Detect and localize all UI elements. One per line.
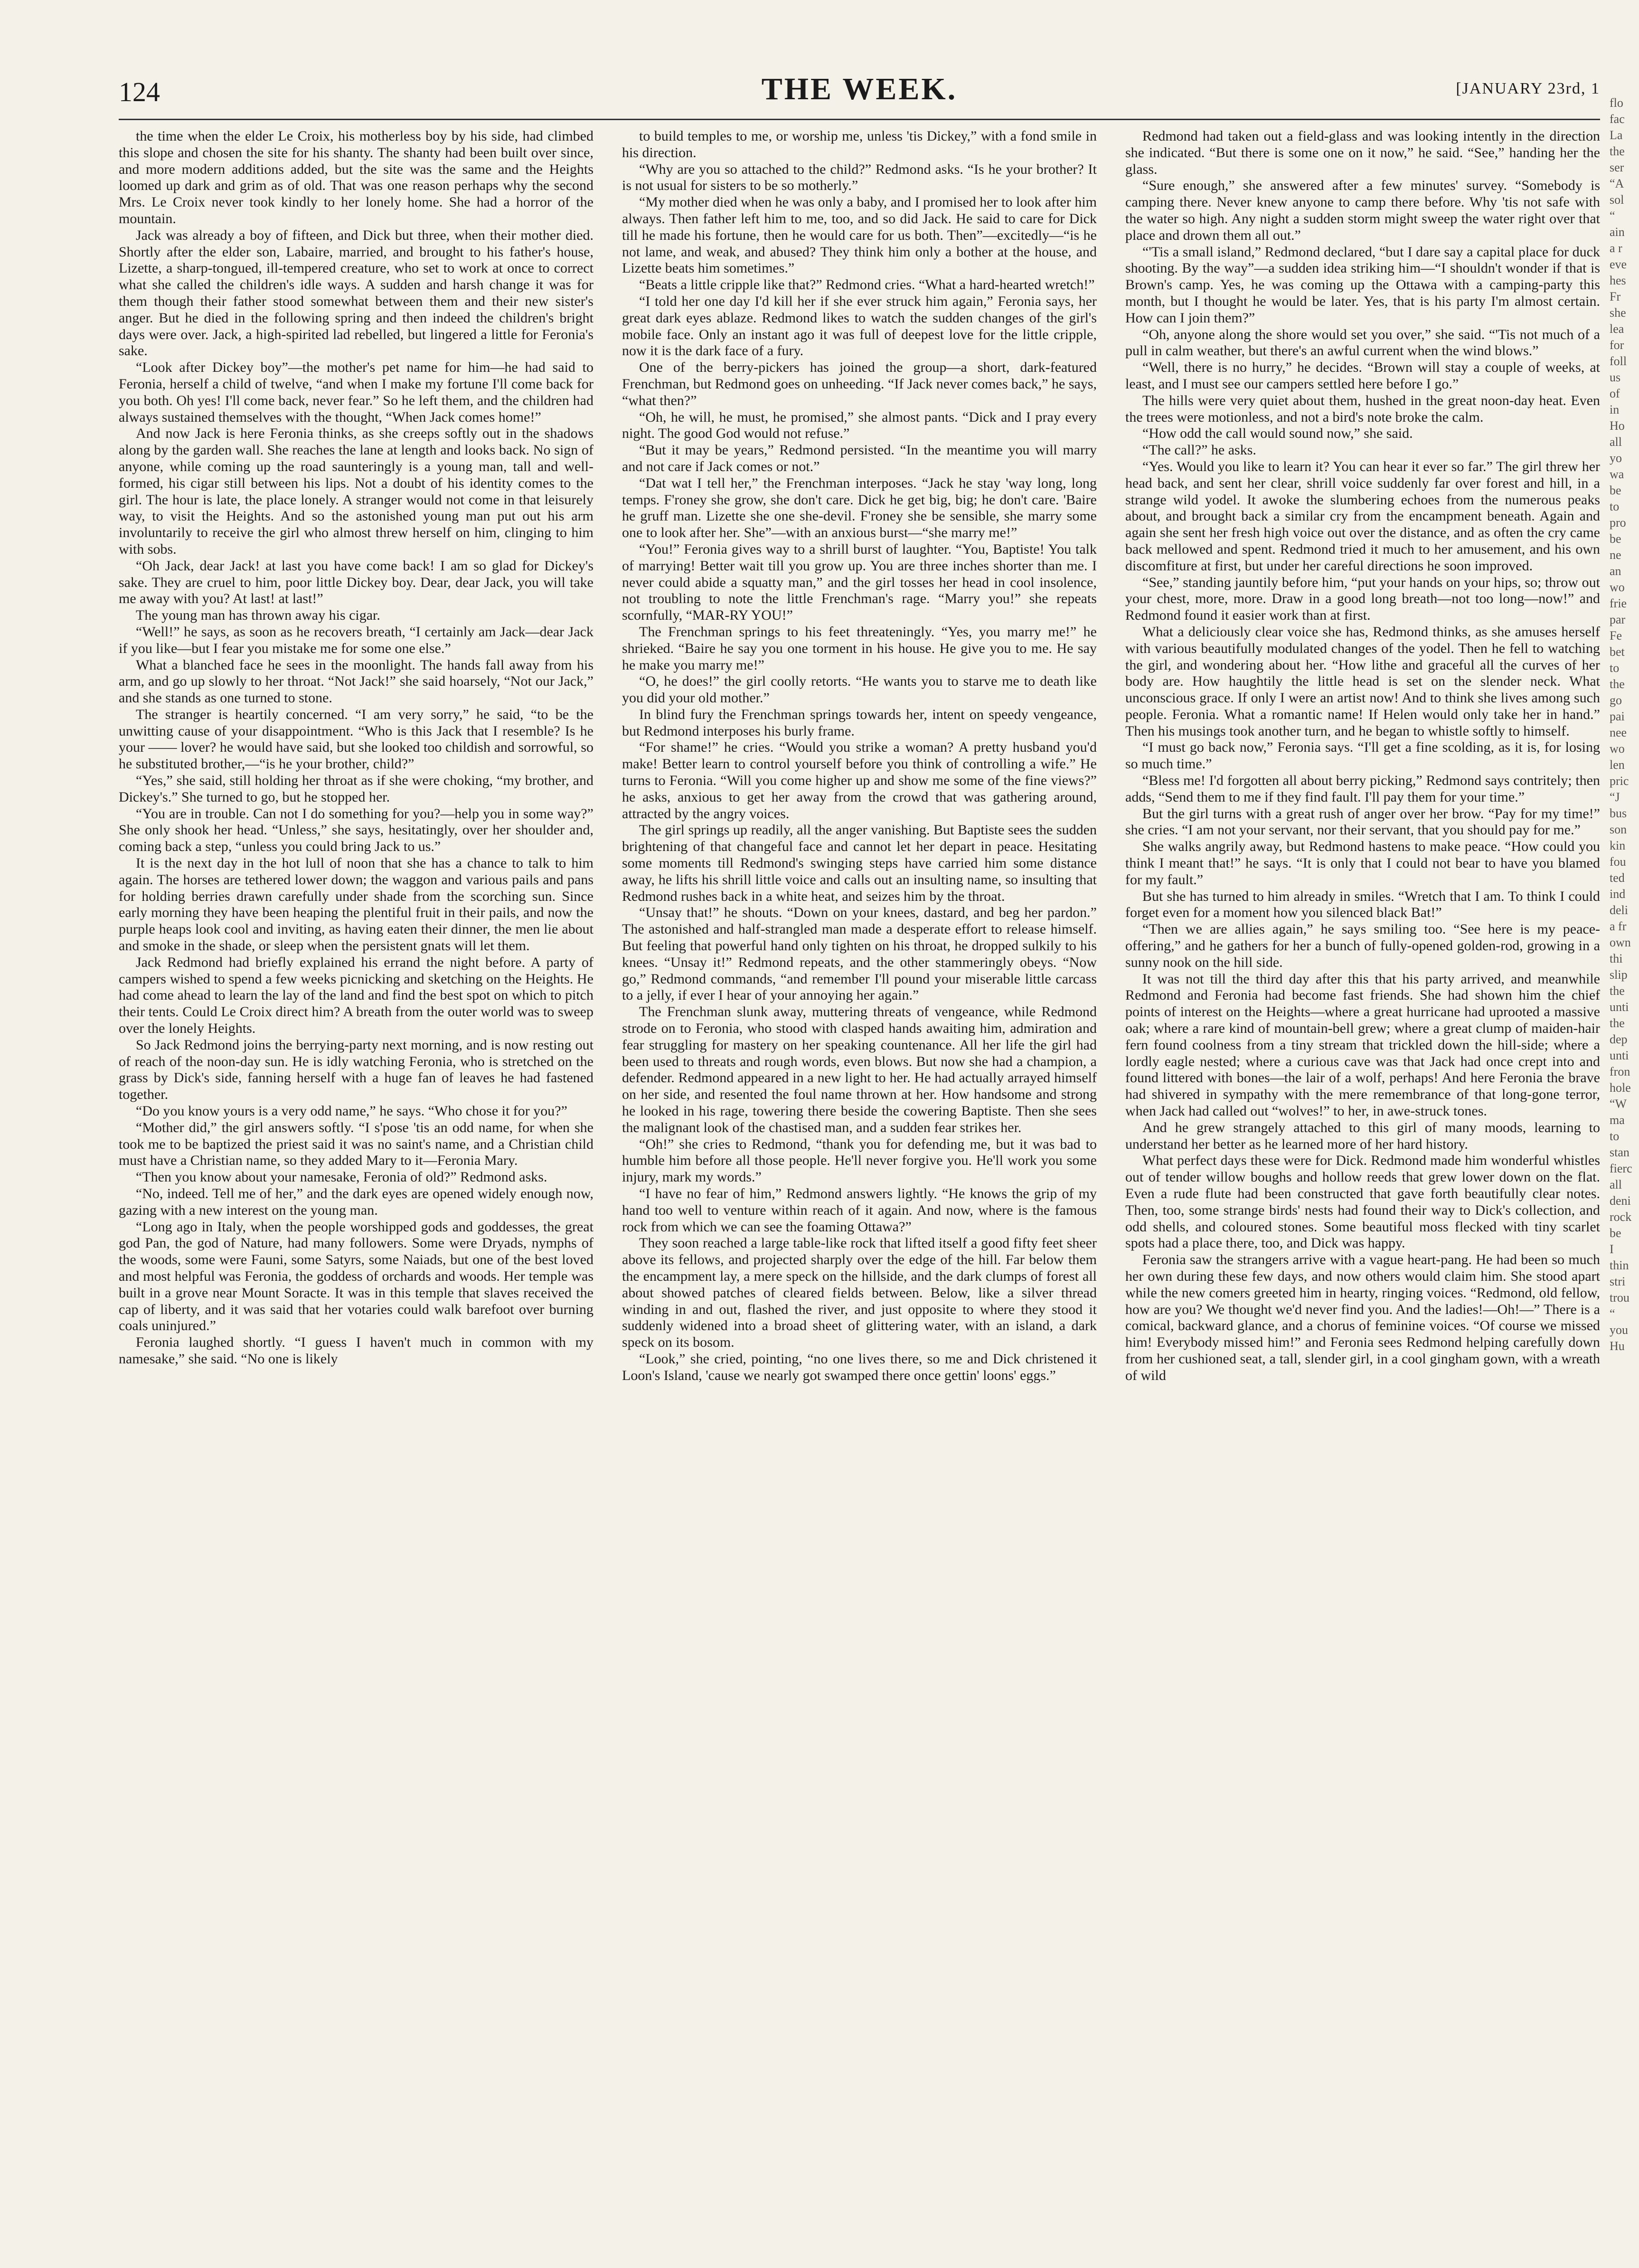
paragraph: The girl springs up readily, all the anger vanishing. But Baptiste sees the sudden brightening of that changeful face and cannot let her depart in peace. Hesitating some moments till Redmond's swinging steps have carried him some distance away, he lifts his shrill little voice and calls out an insulting name, so insulting that Redmond rushes back in a white heat, and seizes him by the throat. (622, 822, 1097, 904)
paragraph: It was not till the third day after this that his party arrived, and meanwhile Redmond and Feronia had become fast friends. She had shown him the chief points of interest on the Heights—where a great hurricane had uprooted a massive oak; where a rare kind of mountain-bell grew; where a great clump of maiden-hair fern found coolness from a tiny stream that trickled down the hill-side; where a lordly eagle nested; where a curious cave was that Jack had once crept into and found littered with bones—the lair of a wolf, perhaps! And here Feronia the brave had shivered in sympathy with the mere remembrance of that long-gone terror, when Jack had called out “wolves!” to her, in awe-struck tones. (1125, 971, 1600, 1119)
edge-fragment: for (1610, 338, 1624, 352)
edge-fragment: sol (1610, 193, 1624, 207)
edge-fragment: ser (1610, 161, 1624, 174)
paragraph: The stranger is heartily concerned. “I am very sorry,” he said, “to be the unwitting cause of your disappointment. “Who is this Jack that I resemble? Is he your —— lover? he would have said, but she looked too childish and sorrowful, so he substituted brother,—“is he your brother, child?” (119, 706, 593, 772)
paragraph: What perfect days these were for Dick. Redmond made him wonderful whistles out of tender willow boughs and hollow reeds that grew lower down on the flat. Even a rude flute had been constructed that gave forth beautifully clear notes. Then, too, some strange birds' nests had found their way to Dick's collection, and odd shells, and coloured stones. Some beautiful moss flecked with tiny scarlet spots had a place there, too, and Dick was happy. (1125, 1153, 1600, 1251)
edge-fragment: ne (1610, 548, 1621, 562)
paragraph: “No, indeed. Tell me of her,” and the dark eyes are opened widely enough now, gazing with a new interest on the young man. (119, 1186, 593, 1218)
edge-fragment: ind (1610, 887, 1626, 901)
edge-fragment: wo (1610, 742, 1625, 756)
paragraph: So Jack Redmond joins the berrying-party next morning, and is now resting out of reach of the noon-day sun. He is idly watching Feronia, who is stretched on the grass by Dick's side, fanning herself with a huge fan of leaves he had fastened together. (119, 1037, 593, 1103)
edge-fragment: “ (1610, 1307, 1615, 1321)
edge-fragment: all (1610, 1178, 1622, 1191)
paragraph: One of the berry-pickers has joined the group—a short, dark-featured Frenchman, but Redmond goes on unheeding. “If Jack never comes back,” he says, “what then?” (622, 359, 1097, 408)
edge-fragment: kin (1610, 839, 1626, 852)
paragraph: They soon reached a large table-like rock that lifted itself a good fifty feet sheer above its fellows, and projected sharply over the edge of the hill. Far below them the encampment lay, a mere speck on the hillside, and the dark clumps of forest all about showed patches of cleared fields between. Below, like a silver thread winding in and out, flashed the river, and just opposite to where they stood it suddenly widened into a broad sheet of glittering water, with an island, a dark speck on its bosom. (622, 1235, 1097, 1351)
paragraph: “'Tis a small island,” Redmond declared, “but I dare say a capital place for duck shooting. By the way”—a sudden idea striking him—“I shouldn't wonder if that is Brown's camp. Yes, he was coming up the Ottawa with a camping-party this month, but I thought he would be later. Yes, that is his party I'm almost certain. How can I join them?” (1125, 244, 1600, 326)
paragraph: “But it may be years,” Redmond persisted. “In the meantime you will marry and not care if Jack comes or not.” (622, 442, 1097, 474)
edge-fragment: go (1610, 693, 1622, 707)
page-number: 124 (119, 76, 160, 107)
paragraph: “How odd the call would sound now,” she said. (1142, 425, 1413, 442)
edge-fragment: fou (1610, 855, 1626, 869)
paragraph: It is the next day in the hot lull of noon that she has a chance to talk to him again. The horses are tethered lower down; the waggon and various pails and pans for holding berries drawn carefully under shade from the scorching sun. Since early morning they have been heaping the plentiful fruit in their pails, and now the purple heaps look cool and inviting, as having eaten their dinner, the men lie about and smoke in the shade, or sleep when the persistent gnats will let them. (119, 855, 593, 954)
edge-fragment: Hu (1610, 1339, 1625, 1353)
paragraph: “Oh, he will, he must, he promised,” she almost pants. “Dick and I pray every night. The good God would not refuse.” (622, 409, 1097, 442)
paragraph: “Then we are allies again,” he says smiling too. “See here is my peace-offering,” and he gathers for her a bunch of fully-opened golden-rod, growing in a sunny nook on the hill side. (1125, 921, 1600, 970)
page-header (119, 62, 1600, 120)
paragraph: “Sure enough,” she answered after a few minutes' survey. “Somebody is camping there. Never knew anyone to camp there before. Why 'tis not safe with the water so high. Any night a sudden storm might sweep the water right over that place and drown them all out.” (1125, 178, 1600, 243)
edge-fragment: an (1610, 564, 1621, 578)
paragraph: “You are in trouble. Can not I do something for you?—help you in some way?” She only shook her head. “Unless,” she says, hesitatingly, over her shoulder and, coming back a step, “unless you could bring Jack to us.” (119, 805, 593, 855)
issue-date: [JANUARY 23rd, 1 (1456, 80, 1600, 97)
journal-title: THE WEEK. (761, 72, 958, 106)
edge-fragment: to (1610, 661, 1620, 675)
edge-fragment: be (1610, 1226, 1621, 1240)
edge-fragment: yo (1610, 451, 1622, 465)
edge-fragment: fron (1610, 1065, 1630, 1078)
edge-fragment: stan (1610, 1145, 1630, 1159)
column-1 (119, 128, 593, 2218)
column-3 (1125, 128, 1600, 2218)
paragraph: “For shame!” he cries. “Would you strike a woman? A pretty husband you'd make! Better learn to control yourself before you think of controlling a wife.” He turns to Feronia. “Will you come higher up and show me some of the fine views?” he asks, anxious to get her away from the crowd that was gathering around, attracted by the angry voices. (622, 739, 1097, 822)
edge-fragment: “W (1610, 1097, 1627, 1111)
paragraph: And he grew strangely attached to this girl of many moods, learning to understand her better as he learned more of her hard history. (1125, 1119, 1600, 1152)
paragraph: Feronia laughed shortly. “I guess I haven't much in common with my namesake,” she said. “No one is likely (119, 1334, 593, 1367)
edge-fragment: ain (1610, 225, 1625, 239)
paragraph: “See,” standing jauntily before him, “put your hands on your hips, so; throw out your chest, more, more. Draw in a good long breath—not too long—now!” and Redmond found it easier work than at first. (1125, 574, 1600, 624)
paragraph: “I have no fear of him,” Redmond answers lightly. “He knows the grip of my hand too well to venture within reach of it again. And now, where is the famous rock from which we can see the foaming Ottawa?” (622, 1186, 1097, 1235)
paragraph: “O, he does!” the girl coolly retorts. “He wants you to starve me to death like you did your old mother.” (622, 673, 1097, 706)
paragraph: “Why are you so attached to the child?” Redmond asks. “Is he your brother? It is not usual for sisters to be so motherly.” (622, 161, 1097, 194)
paragraph: “My mother died when he was only a baby, and I promised her to look after him always. Then father left him to me, too, and so did Jack. He said to care for Dick till he made his fortune, then he would care for us both. Then”—excitedly—“is he not lame, and weak, and abused? They think him only a bother at the house, and Lizette beats him sometimes.” (622, 194, 1097, 276)
edge-fragment: wa (1610, 467, 1624, 481)
paragraph: “Well, there is no hurry,” he decides. “Brown will stay a couple of weeks, at least, and I must see our campers settled here before I go.” (1125, 359, 1600, 392)
edge-fragment: pai (1610, 709, 1625, 723)
edge-fragment: own (1610, 936, 1631, 949)
edge-fragment: the (1610, 144, 1625, 158)
edge-fragment: unti (1610, 1000, 1629, 1014)
edge-fragment: bus (1610, 806, 1627, 820)
paragraph: She walks angrily away, but Redmond hastens to make peace. “How could you think I meant that!” he says. “It is only that I could not bear to have you blamed for my fault.” (1125, 839, 1600, 888)
column-2 (622, 128, 1097, 2218)
edge-fragment: all (1610, 435, 1622, 449)
paragraph: “Oh!” she cries to Redmond, “thank you for defending me, but it was bad to humble him before all those people. He'll never forgive you. He'll work you some injury, mark my words.” (622, 1136, 1097, 1185)
paragraph: The Frenchman springs to his feet threateningly. “Yes, you marry me!” he shrieked. “Baire he say you one torment in his house. He give you to me. He say he make you marry me!” (622, 624, 1097, 673)
paragraph: “Well!” he says, as soon as he recovers breath, “I certainly am Jack—dear Jack if you like—but I fear you mistake me for some one else.” (119, 624, 593, 656)
edge-fragment: lea (1610, 322, 1624, 336)
paragraph: “Bless me! I'd forgotten all about berry picking,” Redmond says contritely; then adds, “Send them to me if they find fault. I'll pay them for your time.” (1125, 773, 1600, 805)
paragraph: “Yes. Would you like to learn it? You can hear it ever so far.” The girl threw her head back, and sent her clear, shrill voice suddenly far over forest and hill, in a strange wild yodel. It awoke the slumbering echoes from the numerous peaks about, and brought back a similar cry from the encampment beneath. Again and again she sent her fresh high voice out over the distance, and as often the cry came back mellowed and spent. Redmond tried it much to her amusement, and his own discomfiture at first, but under her careful directions he soon improved. (1125, 458, 1600, 574)
paragraph: What a deliciously clear voice she has, Redmond thinks, as she amuses herself with various beautifully modulated changes of the yodel. Then he fell to watching the girl, and wondering about her. “How lithe and graceful all the curves of her body are. How haughtily the little head is set on the slender neck. What unconscious grace. If only I were an artist now! And to think she lives among such people. Feronia. What a romantic name! If Helen would only take her in hand.” Then his musings took another turn, and he began to whistle softly to himself. (1125, 624, 1600, 739)
edge-fragment: wo (1610, 580, 1625, 594)
edge-fragment: “ (1610, 209, 1615, 223)
paragraph: In blind fury the Frenchman springs towards her, intent on speedy vengeance, but Redmond interposes his burly frame. (622, 706, 1097, 739)
paragraph: “I told her one day I'd kill her if she ever struck him again,” Feronia says, her great dark eyes ablaze. Redmond likes to watch the sudden changes of the girl's mobile face. Only an instant ago it was full of deepest love for the little cripple, now it is the dark face of a fury. (622, 293, 1097, 359)
paragraph: “I must go back now,” Feronia says. “I'll get a fine scolding, as it is, for losing so much time.” (1125, 739, 1600, 772)
edge-fragment: len (1610, 758, 1625, 772)
paragraph: “Mother did,” the girl answers softly. “I s'pose 'tis an odd name, for when she took me to be baptized the priest said it was no saint's name, and a Christian child must have a Christian name, so they added Mary to it—Feronia Mary. (119, 1119, 593, 1169)
paragraph: Feronia saw the strangers arrive with a vague heart-pang. He had been so much her own during these few days, and now others would claim him. She stood apart while the new comers greeted him in hearty, ringing voices. “Redmond, old fellow, how are you? We thought we'd never find you. And the ladies!—Oh!—” There is a comical, backward glance, and a chorus of feminine voices. “Of course we missed him! Everybody missed him!” and Feronia sees Redmond helping carefully down from her cushioned seat, a tall, slender girl, in a cool gingham gown, with a wreath of wild (1125, 1252, 1600, 1383)
edge-fragment: rock (1610, 1210, 1632, 1224)
edge-fragment: in (1610, 403, 1620, 416)
edge-fragment: be (1610, 483, 1621, 497)
edge-fragment: trou (1610, 1291, 1630, 1304)
paragraph: Jack was already a boy of fifteen, and Dick but three, when their mother died. Shortly after the elder son, Labaire, married, and brought to his father's house, Lizette, a sharp-tongued, ill-tempered creature, who set to work at once to correct what she called the children's idle ways. A sudden and harsh change it was for them though their father stood somewhat between them and their new sister's anger. But he died in the following spring and then indeed the children's bright days were over. Jack, a high-spirited lad rebelled, but lingered a little for Feronia's sake. (119, 227, 593, 359)
edge-fragment: unti (1610, 1049, 1629, 1062)
text-columns (119, 128, 1600, 2218)
paragraph: Redmond had taken out a field-glass and was looking intently in the direction she indicated. “But there is some one on it now,” he said. “See,” handing her the glass. (1125, 128, 1600, 177)
paragraph: And now Jack is here Feronia thinks, as she creeps softly out in the shadows along by the garden wall. She reaches the lane at length and looks back. No sign of anyone, while coming up the road saunteringly is a young man, tall and well-formed, his cigar still between his lips. Not a doubt of his identity comes to the girl. The hour is late, the place lonely. A stranger would not come in that leisurely way, to visit the Heights. And so the astonished young man put out his arm involuntarily to receive the girl who almost threw herself on him, clinging to him with sobs. (119, 425, 593, 557)
edge-fragment: Ho (1610, 419, 1625, 433)
edge-fragment: stri (1610, 1275, 1626, 1288)
paragraph: The young man has thrown away his cigar. (136, 607, 380, 624)
edge-fragment: of (1610, 387, 1620, 400)
edge-fragment: Fr (1610, 290, 1621, 303)
paragraph: What a blanched face he sees in the moonlight. The hands fall away from his arm, and go up slowly to her throat. “Not Jack!” she said hoarsely, “Not our Jack,” and she stands as one turned to stone. (119, 657, 593, 706)
edge-fragment: she (1610, 306, 1626, 320)
edge-fragment: the (1610, 984, 1625, 998)
edge-fragment: a r (1610, 241, 1622, 255)
edge-fragment: fierc (1610, 1162, 1632, 1175)
edge-fragment: the (1610, 1016, 1625, 1030)
edge-fragment: hes (1610, 274, 1626, 287)
edge-fragment: you (1610, 1323, 1628, 1337)
edge-fragment: thin (1610, 1258, 1629, 1272)
edge-fragment: La (1610, 128, 1623, 142)
paragraph: “You!” Feronia gives way to a shrill burst of laughter. “You, Baptiste! You talk of marrying! Better wait till you grow up. You are three inches shorter than me. I never could abide a squatty man,” and the girl tosses her head in cool insolence, not troubling to note the little Frenchman's rage. “Marry you!” she repeats scornfully, “MAR-RY YOU!” (622, 541, 1097, 624)
paragraph: The Frenchman slunk away, muttering threats of vengeance, while Redmond strode on to Feronia, who stood with clasped hands awaiting him, admiration and fear struggling for mastery on her speaking countenance. All her life the girl had been used to threats and rough words, even blows. But now she had a champion, a defender. Redmond appeared in a new light to her. He had actually arrayed himself on her side, and resented the foul name thrown at her. How handsome and strong he looked in his rage, towering there beside the cowering Baptiste. Then she sees the malignant look of the chastised man, and a sudden fear strikes her. (622, 1004, 1097, 1135)
edge-fragment: par (1610, 613, 1626, 626)
paragraph: But she has turned to him already in smiles. “Wretch that I am. To think I could forget even for a moment how you silenced black Bat!” (1125, 888, 1600, 921)
edge-fragment: “J (1610, 790, 1620, 804)
paragraph: “Unsay that!” he shouts. “Down on your knees, dastard, and beg her pardon.” The astonished and half-strangled man made a desperate effort to release himself. But feeling that powerful hand only tighten on his throat, he dropped sulkily to his knees. “Unsay it!” Redmond repeats, and the other stammeringly obeys. “Now go,” Redmond commands, “and remember I'll pound your miserable little carcass to a jelly, if ever I hear of your annoying her again.” (622, 905, 1097, 1003)
edge-fragment: eve (1610, 257, 1627, 271)
paragraph: “Oh Jack, dear Jack! at last you have come back! I am so glad for Dickey's sake. They are cruel to him, poor little Dickey boy. Dear, dear Jack, you will take me away with you? At last! at last!” (119, 558, 593, 607)
paragraph: “Do you know yours is a very odd name,” he says. “Who chose it for you?” (136, 1103, 567, 1119)
newspaper-page (119, 62, 1600, 2227)
edge-fragment: pro (1610, 516, 1626, 529)
edge-fragment: I (1610, 1242, 1614, 1256)
edge-fragment: slip (1610, 968, 1628, 982)
edge-fragment: Fe (1610, 629, 1622, 643)
edge-fragment: hole (1610, 1081, 1631, 1095)
paragraph: “Oh, anyone along the shore would set you over,” she said. “'Tis not much of a pull in calm weather, but there's an awful current when the wind blows.” (1125, 326, 1600, 359)
edge-fragment: fac (1610, 112, 1625, 126)
edge-fragment: son (1610, 822, 1627, 836)
edge-fragment: ma (1610, 1113, 1625, 1127)
edge-fragment: the (1610, 677, 1625, 691)
paragraph: “Then you know about your namesake, Feronia of old?” Redmond asks. (136, 1169, 547, 1185)
edge-fragment: deli (1610, 903, 1628, 917)
edge-fragment: “A (1610, 177, 1624, 190)
paragraph: the time when the elder Le Croix, his motherless boy by his side, had climbed this slope and chosen the site for his shanty. The shanty had been built over since, and more modern additions added, but the site was the same and the Heights loomed up dark and grim as of old. That was one reason perhaps why the second Mrs. Le Croix never took kindly to her lonely home. She had a horror of the mountain. (119, 128, 593, 227)
edge-fragment: to (1610, 500, 1620, 513)
edge-fragment: ted (1610, 871, 1625, 885)
edge-fragment: deni (1610, 1194, 1631, 1208)
edge-fragment: to (1610, 1129, 1620, 1143)
edge-fragment: nee (1610, 726, 1627, 739)
edge-fragment: be (1610, 532, 1621, 546)
paragraph: But the girl turns with a great rush of anger over her brow. “Pay for my time!” she cries. “I am not your servant, nor their servant, that you should pay for me.” (1125, 805, 1600, 838)
edge-fragment: thi (1610, 952, 1623, 965)
edge-fragment: pric (1610, 774, 1629, 788)
edge-fragment: frie (1610, 596, 1627, 610)
edge-fragment: bet (1610, 645, 1625, 659)
edge-fragment: us (1610, 370, 1621, 384)
edge-fragment: a fr (1610, 919, 1627, 933)
paragraph: “Yes,” she said, still holding her throat as if she were choking, “my brother, and Dickey's.” She turned to go, but he stopped her. (119, 773, 593, 805)
edge-fragment: flo (1610, 96, 1623, 110)
edge-fragment: dep (1610, 1032, 1628, 1046)
paragraph: “Look after Dickey boy”—the mother's pet name for him—he had said to Feronia, herself a child of twelve, “and when I make my fortune I'll come back for you both. Oh yes! I'll come back, never fear.” So he left them, and the children had always sustained themselves with the thought, “When Jack comes home!” (119, 359, 593, 425)
edge-fragment: foll (1610, 354, 1627, 368)
paragraph: Jack Redmond had briefly explained his errand the night before. A party of campers wished to spend a few weeks picnicking and sketching on the Heights. He had come ahead to learn the lay of the land and find the best spot on which to pitch their tents. Could Le Croix direct him? A breath from the outer world was to sweep over the lonely Heights. (119, 954, 593, 1037)
paragraph: “The call?” he asks. (1142, 442, 1256, 458)
paragraph: “Beats a little cripple like that?” Redmond cries. “What a hard-hearted wretch!” (639, 277, 1095, 293)
paragraph: “Dat wat I tell her,” the Frenchman interposes. “Jack he stay 'way long, long temps. F'roney she grow, she don't care. Dick he get big, big; he don't care. 'Baire he gruff man. Lizette she one she-devil. F'roney she be sensible, she marry some one to look after her. She”—with an anxious burst—“she marry me!” (622, 475, 1097, 541)
paragraph: to build temples to me, or worship me, unless 'tis Dickey,” with a fond smile in his direction. (622, 128, 1097, 161)
adjacent-page-edge (1610, 95, 1639, 2184)
paragraph: “Long ago in Italy, when the people worshipped gods and goddesses, the great god Pan, the god of Nature, had many followers. Some were Dryads, nymphs of the woods, some were Fauni, some Satyrs, some Naiads, but one of the best loved and most helpful was Feronia, the goddess of orchards and woods. Her temple was built in a grove near Mount Soracte. It was in this temple that slaves received the cap of liberty, and it was said that her votaries could walk barefoot over burning coals uninjured.” (119, 1219, 593, 1334)
paragraph: “Look,” she cried, pointing, “no one lives there, so me and Dick christened it Loon's Island, 'cause we nearly got swamped there once gettin' loons' eggs.” (622, 1351, 1097, 1383)
paragraph: The hills were very quiet about them, hushed in the great noon-day heat. Even the trees were motionless, and not a bird's note broke the calm. (1125, 392, 1600, 425)
